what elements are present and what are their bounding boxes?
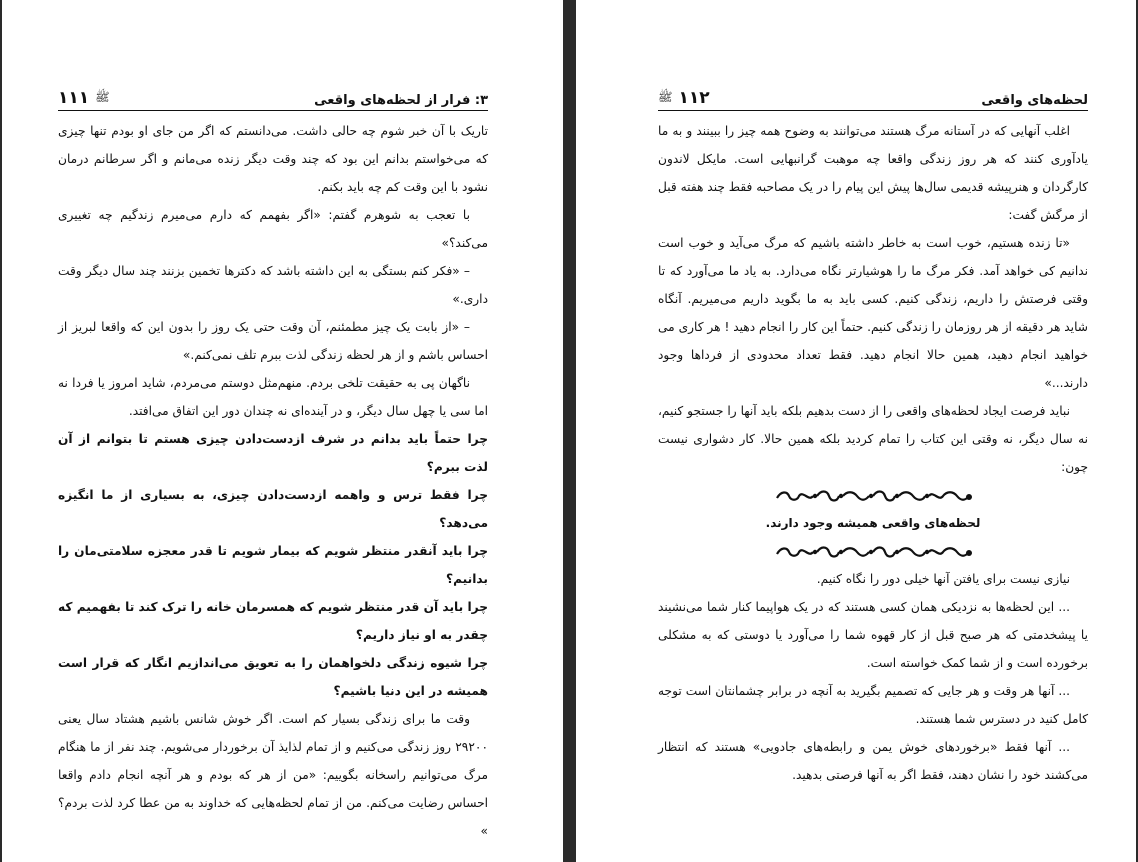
ornament-glyph-icon: ﷺ <box>95 89 110 104</box>
left-page-number <box>58 88 110 108</box>
left-header-title-text: ۳: فرار از لحظه‌های واقعی <box>314 93 488 108</box>
paragraph: ناگهان پی به حقیقت تلخی بردم. منهم‌مثل دوستم می‌مردم، شاید امروز یا فردا نه اما سی یا چهل سال دیگر، و در آینده‌ای نه چندان دور این اتفاق می‌افتد. <box>58 376 488 418</box>
question-paragraph: چرا حتماً باید بدانم در شرف ازدست‌دادن چیزی هستم تا بتوانم از آن لذت ببرم؟ <box>58 432 488 474</box>
paragraph: – «از بابت یک چیز مطمئنم، آن وقت حتی یک روز را بدون این که واقعا لبریز از احساس باشم و از هر لحظه زندگی لذت ببرم تلف نمی‌کنم.» <box>58 320 488 362</box>
left-header-title <box>314 93 488 108</box>
question-paragraph: چرا فقط ترس و واهمه ازدست‌دادن چیزی، به بسیاری از ما انگیزه می‌دهد؟ <box>58 488 488 530</box>
right-header-title <box>981 93 1088 108</box>
paragraph: ... آنها فقط «برخوردهای خوش یمن و رابطه‌های جادویی» هستند که انتظار می‌کشند خود را نشان دهند، فقط اگر به آنها فرصتی بدهید. <box>658 740 1088 782</box>
right-page[interactable] <box>576 0 1136 862</box>
paragraph: ... آنها هر وقت و هر جایی که تصمیم بگیرید به آنچه در برابر چشمانتان است توجه کامل کنید در دسترس شما هستند. <box>658 684 1088 726</box>
paragraph: نباید فرصت ایجاد لحظه‌های واقعی را از دست بدهیم بلکه باید آنها را جستجو کنیم، نه سال دیگر، نه وقتی این کتاب را تمام کردید بلکه همین حالا. کار دشواری نیست چون: <box>658 404 1088 474</box>
book-spine-divider <box>563 0 576 862</box>
right-header-title-text: لحظه‌های واقعی <box>981 93 1088 108</box>
ornament-glyph-icon: ﷺ <box>658 89 673 104</box>
right-page-number <box>658 88 710 108</box>
right-page-number-text: ۱۱۲ <box>678 88 710 108</box>
right-page-body <box>658 117 1088 789</box>
paragraph: – «فکر کنم بستگی به این داشته باشد که دکترها تخمین بزنند چند سال دیگر وقت داری.» <box>58 264 488 306</box>
question-paragraph: چرا شیوه زندگی دلخواهمان را به تعویق می‌اندازیم انگار که قرار است همیشه در این دنیا باشیم؟ <box>58 656 488 698</box>
left-page[interactable] <box>2 0 563 862</box>
paragraph: اغلب آنهایی که در آستانه مرگ هستند می‌توانند به وضوح همه چیز را ببینند و به ما یادآوری کنند که هر روز زندگی واقعا چه موهبت گرانبهایی است. مایکل لاندون کارگردان و هنرپیشه قدیمی سال‌ها پیش این پیام را در یک مصاحبه فقط چند هفته قبل از مرگش گفت: <box>658 124 1088 222</box>
question-paragraph: چرا باید آنقدر منتظر شویم که بیمار شویم تا قدر معجزه سلامتی‌مان را بدانیم؟ <box>58 544 488 586</box>
paragraph: با تعجب به شوهرم گفتم: «اگر بفهمم که دارم می‌میرم زندگیم چه تغییری می‌کند؟» <box>58 208 488 250</box>
quote-paragraph: «تا زنده هستیم، خوب است به خاطر داشته باشیم که مرگ می‌آید و خوب است ندانیم کی خواهد آمد. فکر مرگ ما را هوشیارتر نگاه می‌دارد. به یاد ما می‌آورد که تا وقتی فرصتش را داریم، زندگی کنیم. کسی باید به ما بگوید داریم می‌میریم. آنگاه شاید هر دقیقه از هر روزمان را زندگی کنیم. حتماً این کار را انجام دهید ! هر کاری می خواهید انجام دهید، همین حالا انجام دهید. فقط تعداد محدودی از فرداها وجود دارند...» <box>658 236 1088 390</box>
left-page-body <box>58 117 488 845</box>
paragraph: ... این لحظه‌ها به نزدیکی همان کسی هستند که در یک هواپیما کنار شما می‌نشیند یا پیشخدمتی که هر صبح قبل از کار قهوه شما را می‌آورد یا دوستی که به مشکلی برخورده است و از شما کمک خواسته است. <box>658 600 1088 670</box>
decorative-divider-icon <box>658 537 1088 565</box>
emphasis-statement: لحظه‌های واقعی همیشه وجود دارند. <box>765 516 981 530</box>
left-page-header <box>58 88 488 111</box>
right-page-header <box>658 88 1088 111</box>
question-paragraph: چرا باید آن قدر منتظر شویم که همسرمان خانه را ترک کند تا بفهمیم که چقدر به او نیاز داریم؟ <box>58 600 488 642</box>
paragraph: تاریک با آن خبر شوم چه حالی داشت. می‌دانستم که اگر من جای او بودم تنها چیزی که می‌خواستم بدانم این بود که چند وقت دیگر زنده می‌مانم و اگر سرطانم درمان نشود با این وقت کم چه باید بکنم. <box>58 124 488 194</box>
paragraph: نیازی نیست برای یافتن آنها خیلی دور را نگاه کنیم. <box>816 572 1070 586</box>
paragraph: وقت ما برای زندگی بسیار کم است. اگر خوش شانس باشیم هشتاد سال یعنی ۲۹۲۰۰ روز زندگی می‌کنیم و از تمام لذایذ آن برخوردار می‌شویم. چند نفر از ما هنگام مرگ می‌توانیم راسخانه بگوییم: «من از هر که بودم و هر آنچه انجام دادم واقعا احساس رضایت می‌کنم. من از تمام لحظه‌هایی که خداوند به من عطا کرد لذت بردم؟ » <box>58 712 488 838</box>
left-page-number-text: ۱۱۱ <box>58 88 90 108</box>
decorative-divider-icon <box>658 481 1088 509</box>
